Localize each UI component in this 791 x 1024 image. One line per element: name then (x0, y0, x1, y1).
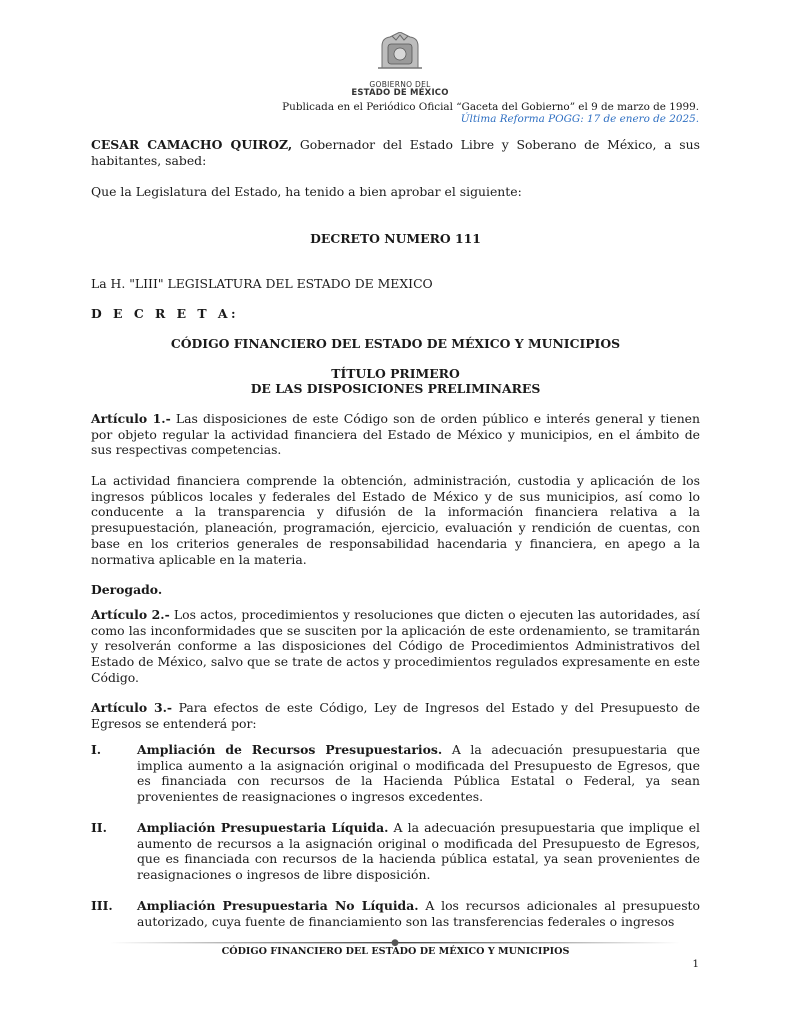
title-line-2: DE LAS DISPOSICIONES PRELIMINARES (250, 381, 541, 396)
page-number: 1 (692, 958, 699, 970)
logo-text (345, 80, 455, 98)
governor-name: CESAR CAMACHO QUIROZ, (91, 137, 293, 152)
decreta-heading: D E C R E T A: (91, 306, 240, 321)
item-number: II. (91, 820, 107, 835)
coat-of-arms-icon (372, 32, 428, 72)
decree-title: DECRETO NUMERO 111 (310, 231, 481, 246)
item-text (137, 742, 700, 805)
item-text (137, 820, 700, 883)
article-1-text: Las disposiciones de este Código son de orden público e interés general y tienen por objeto regular la actividad financiera del Estado de México y municipios, en el ámbito de sus respectivas competencias. (91, 411, 700, 458)
logo-line-1: GOBIERNO DEL (369, 80, 431, 89)
article-2-label: Artículo 2.- (91, 607, 170, 622)
article-3-text: Para efectos de este Código, Ley de Ingresos del Estado y del Presupuesto de Egresos se entenderá por: (91, 700, 700, 731)
item-definition: A la adecuación presupuestaria que implique el aumento de recursos a la asignación original o modificada del Presupuesto de Egresos, que es financiada con recursos de la hacienda pública estatal, ya sean provenientes de reasignaciones o ingresos de libre disposición. (137, 820, 701, 883)
article-3 (91, 700, 700, 731)
code-title: CÓDIGO FINANCIERO DEL ESTADO DE MÉXICO Y MUNICIPIOS (170, 336, 621, 351)
governor-paragraph (91, 137, 700, 168)
item-term: Ampliación Presupuestaria Líquida. (137, 820, 389, 835)
item-number: III. (91, 898, 113, 913)
article-3-label: Artículo 3.- (91, 700, 173, 715)
item-definition: A la adecuación presupuestaria que implica aumento a la asignación original o modificada del Presupuesto de Egresos, que es financiada con recursos de la Hacienda Pública Estatal o Federal, ya sean provenientes de reasignaciones o ingresos excedentes. (137, 742, 700, 805)
item-term: Ampliación Presupuestaria No Líquida. (137, 898, 419, 913)
article-1-label: Artículo 1.- (91, 411, 171, 426)
item-text (137, 898, 700, 929)
legislature-name: La H. "LIII" LEGISLATURA DEL ESTADO DE MEXICO (91, 276, 433, 291)
title-line-1: TÍTULO PRIMERO (331, 366, 460, 381)
last-reform-note: Última Reforma POGG: 17 de enero de 2025. (460, 113, 699, 125)
publication-note: Publicada en el Periódico Oficial “Gaceta del Gobierno” el 9 de marzo de 1999. (282, 101, 699, 113)
derogado-label: Derogado. (91, 582, 163, 597)
governor-text: Gobernador del Estado Libre y Soberano de México, a sus habitantes, sabed: (91, 137, 700, 168)
item-definition: A los recursos adicionales al presupuesto autorizado, cuya fuente de financiamiento son las transferencias federales o ingresos (137, 898, 700, 929)
item-number: I. (91, 742, 102, 757)
item-term: Ampliación de Recursos Presupuestarios. (137, 742, 443, 757)
article-1-paragraph-2: La actividad financiera comprende la obtención, administración, custodia y aplicación de los ingresos públicos locales y federales del Estado de México y de sus municipios, así como lo conducente a la transparencia y difusión de la información financiera relativa a la presupuestación, planeación, programación, ejercicio, evaluación y rendición de cuentas, con base en los criterios generales de responsabilidad hacendaria y financiera, en apego a la normativa aplicable en la materia. (91, 473, 700, 567)
article-2 (91, 607, 700, 686)
article-1 (91, 411, 700, 458)
article-2-text: Los actos, procedimientos y resoluciones que dicten o ejecuten las autoridades, así como las inconformidades que se susciten por la aplicación de este ordenamiento, se tramitarán y resolverán conforme a las disposiciones del Código de Procedimientos Administrativos del Estado de México, salvo que se trate de actos y procedimientos regulados expresamente en este Código. (91, 607, 700, 685)
legislature-intro: Que la Legislatura del Estado, ha tenido a bien aprobar el siguiente: (91, 184, 522, 199)
footer-title: CÓDIGO FINANCIERO DEL ESTADO DE MÉXICO Y MUNICIPIOS (221, 946, 570, 957)
logo-line-2: ESTADO DE MÉXICO (351, 88, 449, 98)
